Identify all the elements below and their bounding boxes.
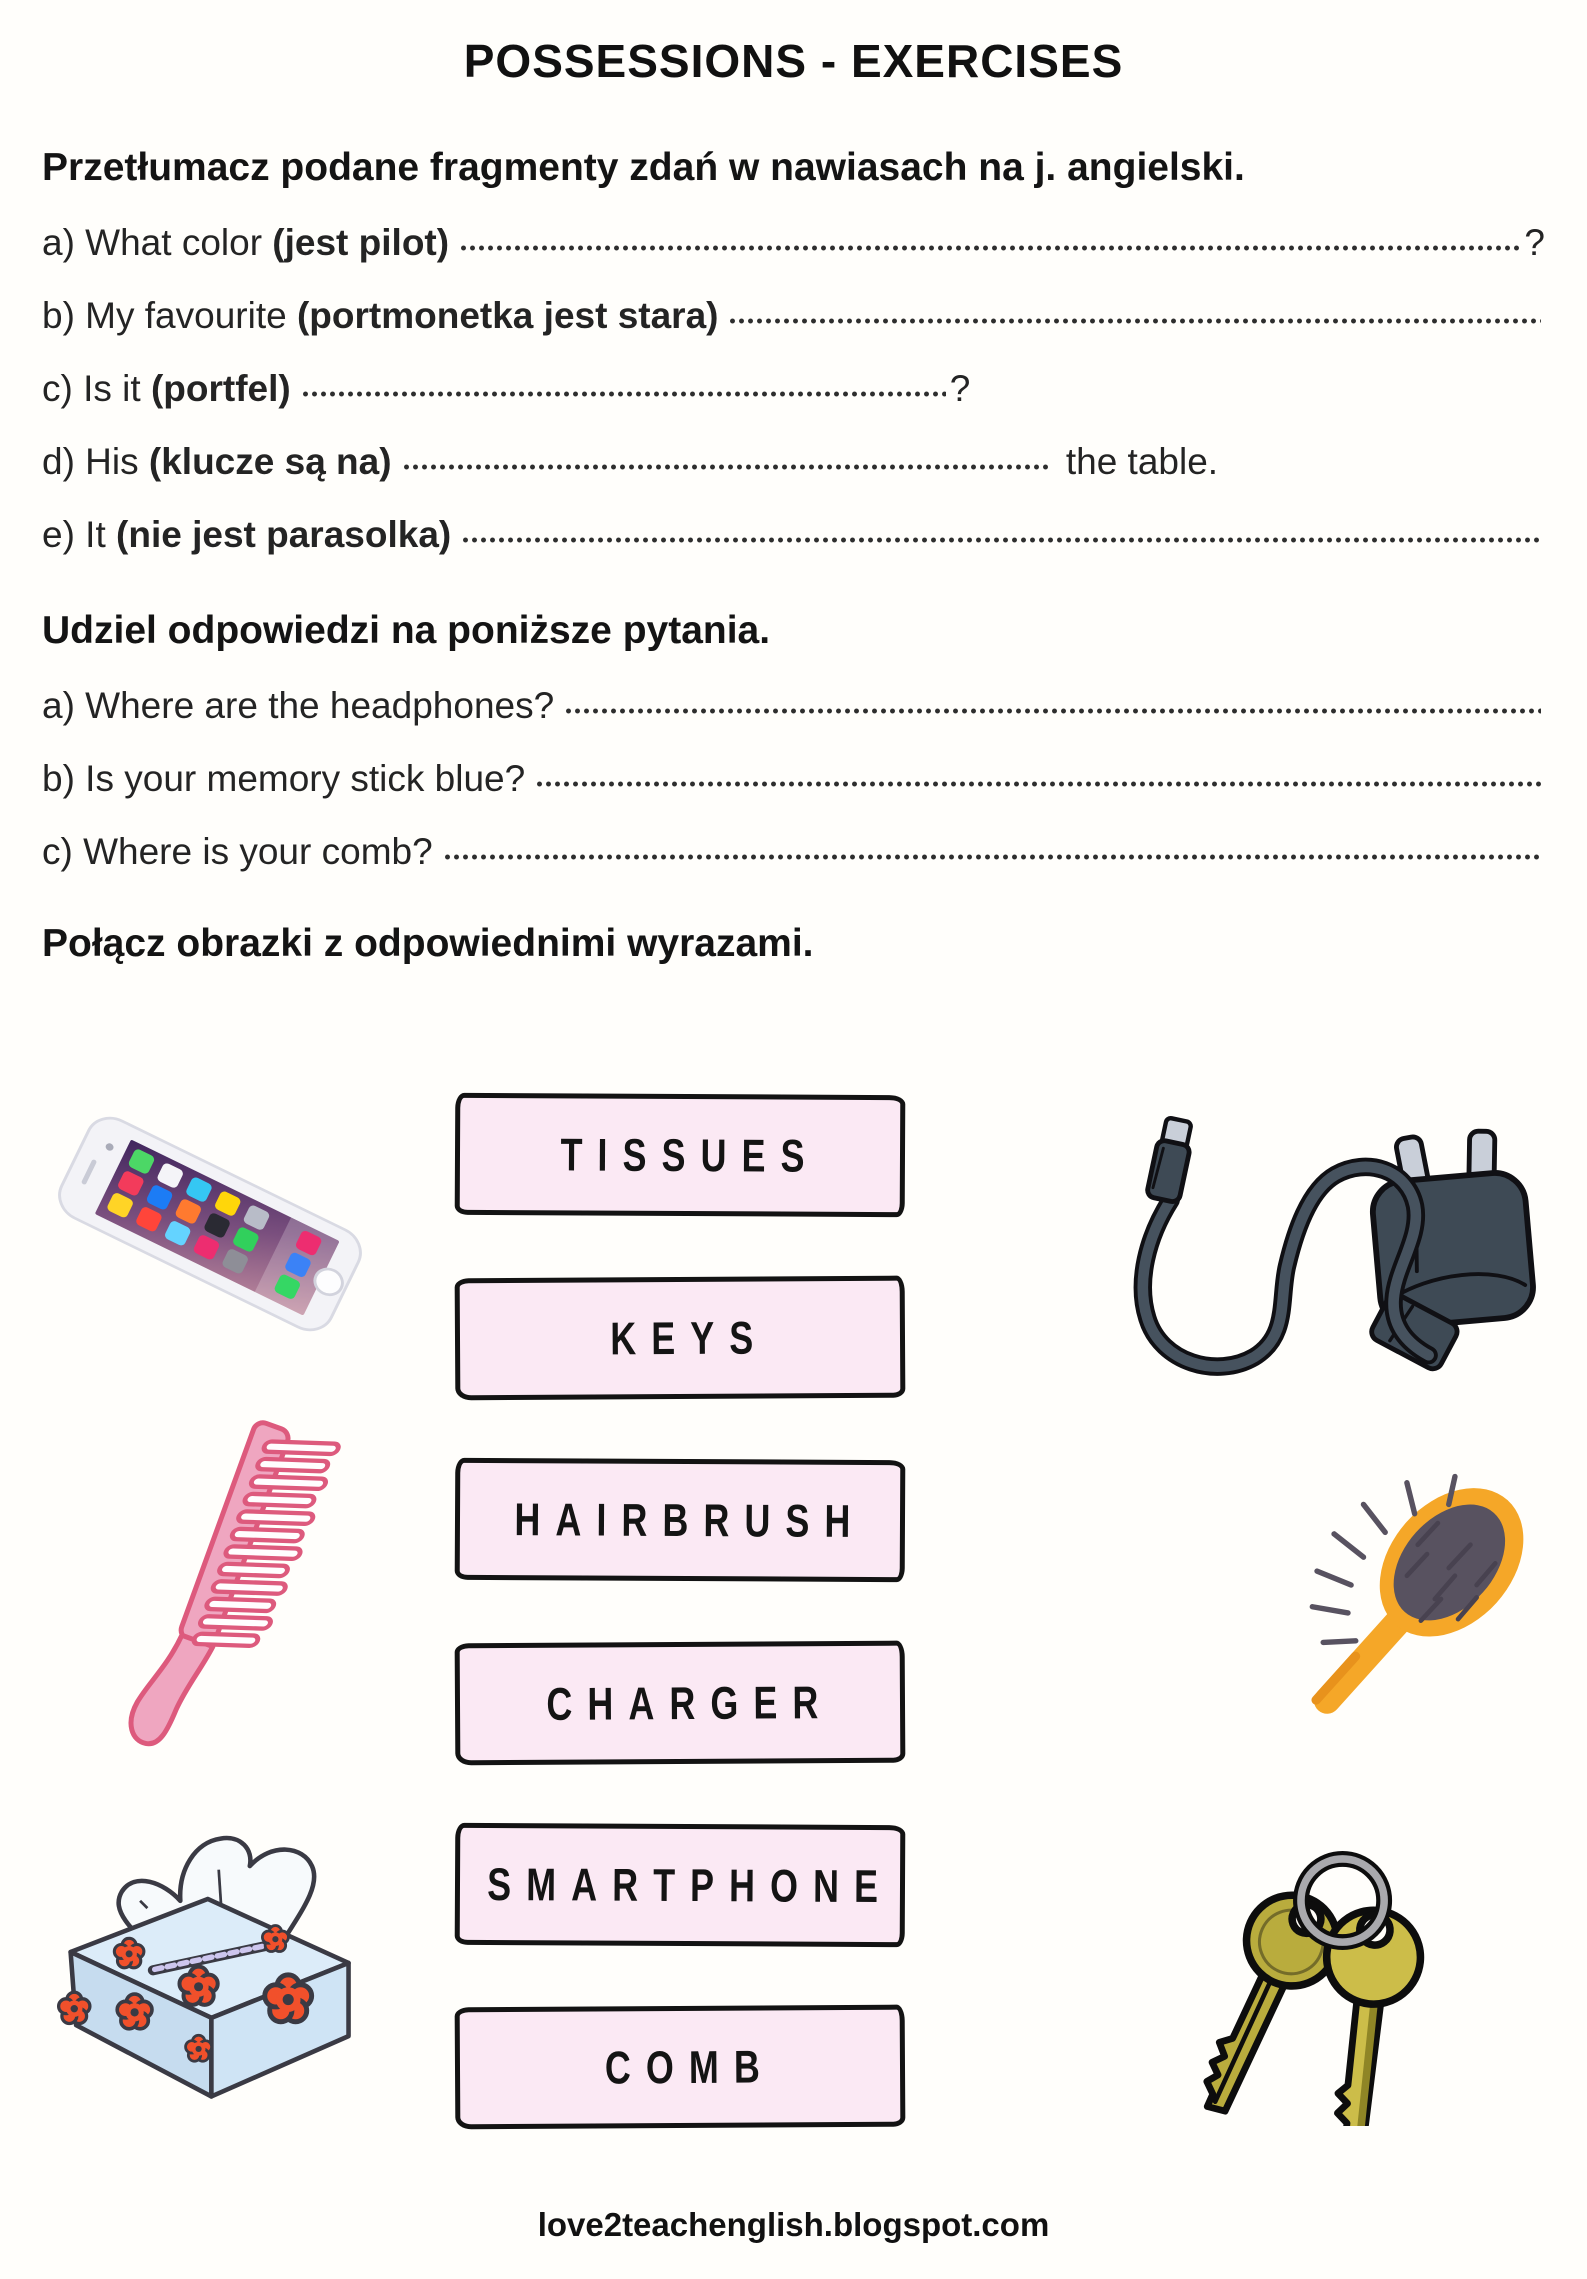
- word-label: CHARGER: [546, 1676, 834, 1730]
- exercise3-heading: Połącz obrazki z odpowiednimi wyrazami.: [42, 922, 814, 965]
- answer-line: [535, 779, 1541, 789]
- exercise1-heading: Przetłumacz podane fragmenty zdań w nawiasach na j. angielski.: [42, 146, 1245, 189]
- word-label: TISSUES: [560, 1128, 820, 1182]
- exercise1-line-a: a) What color (jest pilot) ?: [42, 221, 1545, 263]
- exercise1-line-e: e) It (nie jest parasolka): [42, 482, 1545, 555]
- charger-image: [1085, 1074, 1555, 1394]
- answer-line: [443, 852, 1541, 862]
- word-box-comb: [455, 2005, 906, 2130]
- smartphone-image: [30, 1112, 380, 1342]
- exercise1-line-c: c) Is it (portfel) ?: [42, 367, 971, 409]
- keys-image: [1180, 1796, 1490, 2126]
- footer-url: love2teachenglish.blogspot.com: [537, 2206, 1050, 2243]
- exercise2-line-c: c) Where is your comb?: [42, 799, 1545, 872]
- page-title: POSSESSIONS - EXERCISES: [463, 35, 1124, 87]
- answer-line: [459, 243, 1520, 253]
- exercise2-heading: Udziel odpowiedzi na poniższe pytania.: [42, 609, 771, 652]
- hairbrush-image: [1255, 1449, 1565, 1749]
- word-label: KEYS: [610, 1311, 769, 1365]
- answer-line: [728, 316, 1541, 326]
- worksheet-content: [0, 34, 1587, 966]
- word-label: COMB: [604, 2040, 775, 2094]
- worksheet-page: [0, 34, 1587, 2279]
- answer-line: [564, 706, 1541, 716]
- tissue-box-image: [45, 1802, 365, 2102]
- exercise1-line-d: d) His (klucze są na) the table.: [42, 440, 1219, 482]
- word-label: SMARTPHONE: [486, 1857, 893, 1913]
- word-box-tissues: [455, 1093, 906, 1217]
- word-box-keys: [455, 1276, 906, 1401]
- word-box-smartphone: [455, 1823, 906, 1947]
- answer-line: [402, 462, 1052, 472]
- exercise1-line-b: b) My favourite (portmonetka jest stara): [42, 263, 1545, 336]
- comb-image: [122, 1406, 347, 1751]
- word-box-hairbrush: [455, 1458, 906, 1582]
- answer-line: [301, 389, 946, 399]
- word-box-charger: [455, 1641, 906, 1766]
- exercise2-line-b: b) Is your memory stick blue?: [42, 726, 1545, 799]
- word-label: HAIRBRUSH: [514, 1493, 866, 1547]
- exercise2-line-a: a) Where are the headphones?: [42, 653, 1545, 726]
- answer-line: [461, 535, 1541, 545]
